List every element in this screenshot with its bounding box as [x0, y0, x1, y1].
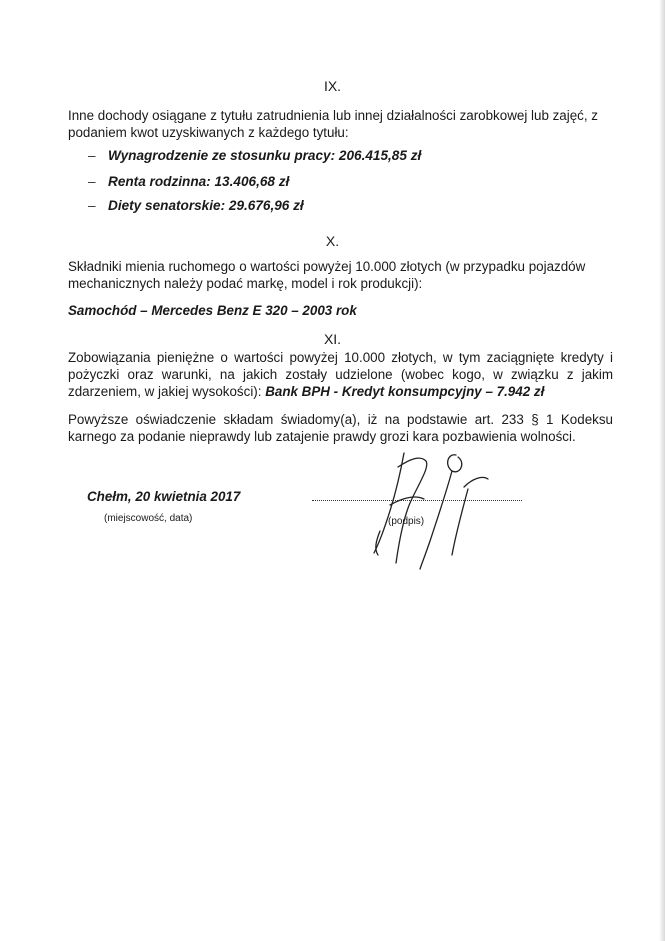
section-ix-intro: Inne dochody osiągane z tytułu zatrudnienia lub innej działalności zarobkowej lub zajęć, z podaniem kwot uzyskiwanych z każdego tytułu: [68, 108, 599, 140]
list-dash: – [88, 148, 96, 163]
place-date-label: (miejscowość, data) [104, 513, 193, 524]
declaration-text: Powyższe oświadczenie składam świadomy(a), iż na podstawie art. 233 § 1 Kodeksu karnego za podanie nieprawdy lub zatajenie prawdy grozi kara pozbawienia wolności. [68, 412, 613, 444]
section-xi-answer: Bank BPH - Kredyt konsumpcyjny – 7.942 zł [265, 384, 545, 399]
income-item-salary [88, 148, 421, 163]
section-x-heading: X. [325, 233, 340, 249]
income-item-pension [88, 174, 289, 189]
page-edge-shadow [659, 0, 665, 941]
section-xi-heading: XI. [323, 331, 342, 347]
income-allowances-text: Diety senatorskie: 29.676,96 zł [108, 198, 304, 213]
signature-label: (podpis) [388, 516, 425, 527]
section-x-intro: Składniki mienia ruchomego o wartości powyżej 10.000 złotych (w przypadku pojazdów mechanicznych należy podać markę, model i rok produkcji): [68, 259, 586, 291]
list-dash: – [88, 198, 96, 213]
section-x-answer: Samochód – Mercedes Benz E 320 – 2003 rok [68, 303, 357, 318]
section-xi-intro-text: Zobowiązania pieniężne o wartości powyżej 10.000 złotych, w tym zaciągnięte kredyty i pożyczki oraz warunki, na jakich zostały udzielone (wobec kogo, w związku z jakim zdarzeniem, w jakiej wysokości): [68, 350, 613, 399]
section-xi-intro [68, 349, 613, 400]
income-item-allowances [88, 198, 304, 213]
section-ix-heading: IX. [323, 78, 342, 94]
list-dash: – [88, 174, 96, 189]
handwritten-signature [360, 445, 500, 575]
income-salary-text: Wynagrodzenie ze stosunku pracy: 206.415,85 zł [108, 148, 422, 163]
income-pension-text: Renta rodzinna: 13.406,68 zł [108, 174, 290, 189]
place-date: Chełm, 20 kwietnia 2017 [87, 489, 241, 504]
